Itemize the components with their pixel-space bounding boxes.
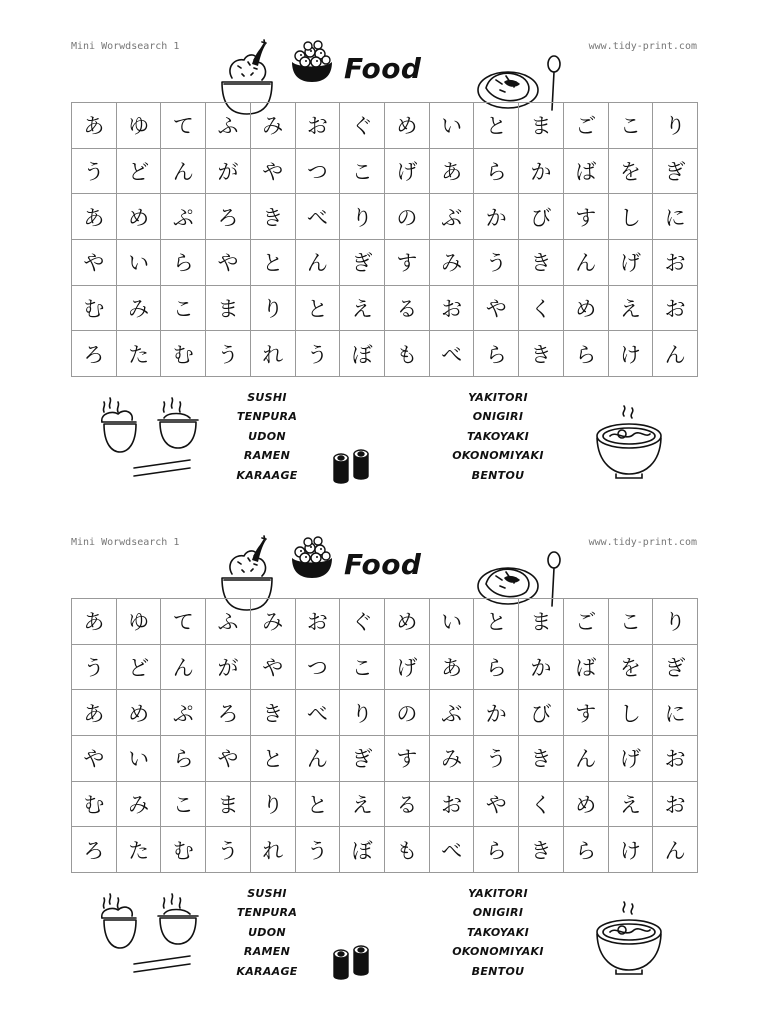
grid-cell[interactable]: ん (564, 240, 609, 286)
grid-cell[interactable]: め (117, 194, 162, 240)
worksheet-title: Food (344, 548, 422, 581)
grid-cell[interactable]: ふ (206, 599, 251, 645)
grid-cell[interactable]: う (296, 331, 341, 377)
word-item: ONIGIRI (472, 410, 524, 424)
grid-cell[interactable]: れ (251, 331, 296, 377)
grid-cell[interactable]: ま (519, 599, 564, 645)
grid-cell[interactable]: み (117, 286, 162, 332)
grid-cell[interactable]: け (609, 827, 654, 873)
word-item: UDON (248, 429, 286, 443)
grid-cell[interactable]: お (653, 240, 698, 286)
grid-cell[interactable]: ま (206, 782, 251, 828)
grid-cell[interactable]: か (519, 645, 564, 691)
grid-cell[interactable]: ん (296, 736, 341, 782)
grid-cell[interactable]: や (206, 736, 251, 782)
grid-cell[interactable]: か (474, 690, 519, 736)
grid-cell[interactable]: お (653, 286, 698, 332)
grid-cell[interactable]: え (340, 782, 385, 828)
grid-cell[interactable]: あ (72, 194, 117, 240)
grid-cell[interactable]: ぐ (340, 599, 385, 645)
grid-cell[interactable]: み (430, 240, 475, 286)
grid-cell[interactable]: い (430, 103, 475, 149)
grid-cell[interactable]: ご (564, 103, 609, 149)
grid-cell[interactable]: り (251, 782, 296, 828)
worksheet-top (0, 0, 768, 496)
header-left-label: Mini Worwdsearch 1 (71, 537, 180, 548)
grid-cell[interactable]: き (251, 690, 296, 736)
grid-cell[interactable]: ん (653, 331, 698, 377)
grid-cell[interactable]: う (72, 645, 117, 691)
grid-cell[interactable]: き (519, 827, 564, 873)
grid-cell[interactable]: り (251, 286, 296, 332)
grid-cell[interactable]: ぶ (430, 194, 475, 240)
grid-cell[interactable]: ば (564, 645, 609, 691)
grid-cell[interactable]: う (474, 240, 519, 286)
grid-cell[interactable]: む (72, 286, 117, 332)
grid-cell[interactable]: あ (430, 645, 475, 691)
grid-cell[interactable]: た (117, 331, 162, 377)
grid-cell[interactable]: ん (161, 645, 206, 691)
word-item: OKONOMIYAKI (452, 945, 544, 959)
grid-cell[interactable]: り (653, 103, 698, 149)
rice-bowl-icon (98, 892, 202, 982)
word-item: KARAAGE (236, 964, 298, 978)
grid-cell[interactable]: み (430, 736, 475, 782)
grid-cell[interactable]: い (117, 736, 162, 782)
grid-cell[interactable]: し (609, 690, 654, 736)
word-item: UDON (248, 925, 286, 939)
grid-cell[interactable]: め (564, 286, 609, 332)
grid-cell[interactable]: ん (161, 149, 206, 195)
grid-cell[interactable]: が (206, 149, 251, 195)
word-item: TAKOYAKI (467, 429, 529, 443)
grid-cell[interactable]: げ (385, 149, 430, 195)
grid-cell[interactable]: て (161, 103, 206, 149)
word-item: KARAAGE (236, 468, 298, 482)
grid-cell[interactable]: く (519, 286, 564, 332)
grid-cell[interactable]: か (519, 149, 564, 195)
grid-cell[interactable]: が (206, 645, 251, 691)
word-item: TENPURA (236, 906, 298, 920)
grid-cell[interactable]: ど (117, 645, 162, 691)
grid-cell[interactable]: ん (296, 240, 341, 286)
grid-cell[interactable]: ら (474, 331, 519, 377)
worksheet-title: Food (344, 52, 422, 85)
word-item: SUSHI (247, 391, 287, 404)
grid-cell[interactable]: あ (72, 103, 117, 149)
grid-cell[interactable]: う (72, 149, 117, 195)
grid-cell[interactable]: と (296, 782, 341, 828)
grid-cell[interactable]: べ (296, 194, 341, 240)
grid-cell[interactable]: お (653, 736, 698, 782)
grid-cell[interactable]: ら (564, 827, 609, 873)
grid-cell[interactable]: ま (206, 286, 251, 332)
grid-cell[interactable]: る (385, 782, 430, 828)
grid-cell[interactable]: て (161, 599, 206, 645)
grid-cell[interactable]: お (296, 599, 341, 645)
grid-cell[interactable]: ろ (206, 194, 251, 240)
word-item: BENTOU (471, 468, 525, 482)
word-list-right (428, 388, 568, 485)
grid-cell[interactable]: げ (385, 645, 430, 691)
grid-cell[interactable]: つ (296, 149, 341, 195)
grid-cell[interactable]: ふ (206, 103, 251, 149)
header-right-url: www.tidy-print.com (588, 537, 697, 548)
maki-roll-icon (330, 944, 374, 982)
grid-cell[interactable]: ば (564, 149, 609, 195)
grid-cell[interactable]: ご (564, 599, 609, 645)
grid-cell[interactable]: ら (564, 331, 609, 377)
grid-cell[interactable]: ぎ (653, 645, 698, 691)
grid-cell[interactable]: む (161, 827, 206, 873)
grid-cell[interactable]: ぎ (340, 736, 385, 782)
grid-cell[interactable]: り (340, 690, 385, 736)
grid-cell[interactable]: き (519, 736, 564, 782)
grid-cell[interactable]: ら (161, 736, 206, 782)
grid-cell[interactable]: ぶ (430, 690, 475, 736)
grid-cell[interactable]: ら (474, 645, 519, 691)
grid-cell[interactable]: い (117, 240, 162, 286)
grid-cell[interactable]: す (385, 240, 430, 286)
grid-cell[interactable]: う (206, 331, 251, 377)
udon-bowl-icon (594, 900, 664, 976)
grid-cell[interactable]: と (296, 286, 341, 332)
grid-cell[interactable]: う (474, 736, 519, 782)
grid-cell[interactable]: を (609, 149, 654, 195)
ikura-sushi-icon (288, 40, 336, 86)
word-item: RAMEN (243, 449, 291, 463)
grid-cell[interactable]: む (72, 782, 117, 828)
grid-cell[interactable]: め (385, 599, 430, 645)
grid-cell[interactable]: す (564, 690, 609, 736)
grid-cell[interactable]: に (653, 194, 698, 240)
grid-cell[interactable]: え (340, 286, 385, 332)
word-item: TENPURA (236, 410, 298, 424)
grid-cell[interactable]: れ (251, 827, 296, 873)
grid-cell[interactable]: げ (609, 240, 654, 286)
word-search-grid (71, 598, 698, 873)
word-item: OKONOMIYAKI (452, 449, 544, 463)
grid-cell[interactable]: や (251, 149, 296, 195)
grid-cell[interactable]: や (72, 240, 117, 286)
word-list-left (197, 388, 337, 485)
grid-cell[interactable]: お (296, 103, 341, 149)
word-item: RAMEN (243, 945, 291, 959)
grid-cell[interactable]: ん (564, 736, 609, 782)
grid-cell[interactable]: し (609, 194, 654, 240)
grid-cell[interactable]: め (564, 782, 609, 828)
grid-cell[interactable]: め (117, 690, 162, 736)
grid-cell[interactable]: ろ (72, 827, 117, 873)
grid-cell[interactable]: び (519, 194, 564, 240)
grid-cell[interactable]: き (519, 240, 564, 286)
grid-cell[interactable]: つ (296, 645, 341, 691)
grid-cell[interactable]: う (296, 827, 341, 873)
grid-cell[interactable]: の (385, 690, 430, 736)
grid-cell[interactable]: け (609, 331, 654, 377)
grid-cell[interactable]: こ (340, 149, 385, 195)
word-item: YAKITORI (468, 391, 528, 404)
maki-roll-icon (330, 448, 374, 486)
grid-cell[interactable]: ら (161, 240, 206, 286)
grid-cell[interactable]: ぼ (340, 331, 385, 377)
grid-cell[interactable]: と (474, 103, 519, 149)
grid-cell[interactable]: め (385, 103, 430, 149)
grid-cell[interactable]: べ (430, 331, 475, 377)
word-list-left (197, 884, 337, 981)
grid-cell[interactable]: の (385, 194, 430, 240)
grid-cell[interactable]: ゆ (117, 599, 162, 645)
grid-cell[interactable]: ぐ (340, 103, 385, 149)
grid-cell[interactable]: お (653, 782, 698, 828)
header-left-label: Mini Worwdsearch 1 (71, 41, 180, 52)
grid-cell[interactable]: や (206, 240, 251, 286)
grid-cell[interactable]: え (609, 286, 654, 332)
grid-cell[interactable]: す (385, 736, 430, 782)
grid-cell[interactable]: ぷ (161, 194, 206, 240)
grid-cell[interactable]: べ (296, 690, 341, 736)
grid-cell[interactable]: と (251, 240, 296, 286)
grid-cell[interactable]: も (385, 827, 430, 873)
grid-cell[interactable]: す (564, 194, 609, 240)
word-item: YAKITORI (468, 887, 528, 900)
grid-cell[interactable]: こ (340, 645, 385, 691)
rice-bowl-icon (98, 396, 202, 486)
grid-cell[interactable]: あ (72, 599, 117, 645)
grid-cell[interactable]: あ (430, 149, 475, 195)
grid-cell[interactable]: ぎ (340, 240, 385, 286)
grid-cell[interactable]: べ (430, 827, 475, 873)
grid-cell[interactable]: ら (474, 827, 519, 873)
grid-cell[interactable]: み (117, 782, 162, 828)
grid-cell[interactable]: う (206, 827, 251, 873)
grid-cell[interactable]: お (430, 782, 475, 828)
grid-cell[interactable]: か (474, 194, 519, 240)
grid-cell[interactable]: み (251, 103, 296, 149)
grid-cell[interactable]: と (251, 736, 296, 782)
ikura-sushi-icon (288, 536, 336, 582)
header-right-url: www.tidy-print.com (588, 41, 697, 52)
udon-bowl-icon (594, 404, 664, 480)
grid-cell[interactable]: お (430, 286, 475, 332)
grid-cell[interactable]: ど (117, 149, 162, 195)
grid-cell[interactable]: こ (161, 782, 206, 828)
grid-cell[interactable]: ぼ (340, 827, 385, 873)
word-item: ONIGIRI (472, 906, 524, 920)
grid-cell[interactable]: い (430, 599, 475, 645)
word-item: BENTOU (471, 964, 525, 978)
grid-cell[interactable]: ろ (72, 331, 117, 377)
grid-cell[interactable]: ま (519, 103, 564, 149)
grid-cell[interactable]: り (340, 194, 385, 240)
grid-cell[interactable]: や (251, 645, 296, 691)
word-item: SUSHI (247, 887, 287, 900)
grid-cell[interactable]: や (474, 782, 519, 828)
grid-cell[interactable]: ゆ (117, 103, 162, 149)
grid-cell[interactable]: む (161, 331, 206, 377)
grid-cell[interactable]: み (251, 599, 296, 645)
grid-cell[interactable]: ん (653, 827, 698, 873)
grid-cell[interactable]: び (519, 690, 564, 736)
grid-cell[interactable]: や (474, 286, 519, 332)
grid-cell[interactable]: き (519, 331, 564, 377)
grid-cell[interactable]: こ (609, 103, 654, 149)
word-item: TAKOYAKI (467, 925, 529, 939)
worksheet-bottom (0, 496, 768, 992)
grid-cell[interactable]: あ (72, 690, 117, 736)
grid-cell[interactable]: も (385, 331, 430, 377)
grid-cell[interactable]: と (474, 599, 519, 645)
grid-cell[interactable]: く (519, 782, 564, 828)
grid-cell[interactable]: た (117, 827, 162, 873)
grid-cell[interactable]: や (72, 736, 117, 782)
grid-cell[interactable]: げ (609, 736, 654, 782)
grid-cell[interactable]: こ (161, 286, 206, 332)
grid-cell[interactable]: を (609, 645, 654, 691)
grid-cell[interactable]: に (653, 690, 698, 736)
grid-cell[interactable]: り (653, 599, 698, 645)
grid-cell[interactable]: ろ (206, 690, 251, 736)
grid-cell[interactable]: こ (609, 599, 654, 645)
grid-cell[interactable]: る (385, 286, 430, 332)
word-list-right (428, 884, 568, 981)
grid-cell[interactable]: ら (474, 149, 519, 195)
word-search-grid (71, 102, 698, 377)
grid-cell[interactable]: ぷ (161, 690, 206, 736)
grid-cell[interactable]: ぎ (653, 149, 698, 195)
grid-cell[interactable]: き (251, 194, 296, 240)
grid-cell[interactable]: え (609, 782, 654, 828)
